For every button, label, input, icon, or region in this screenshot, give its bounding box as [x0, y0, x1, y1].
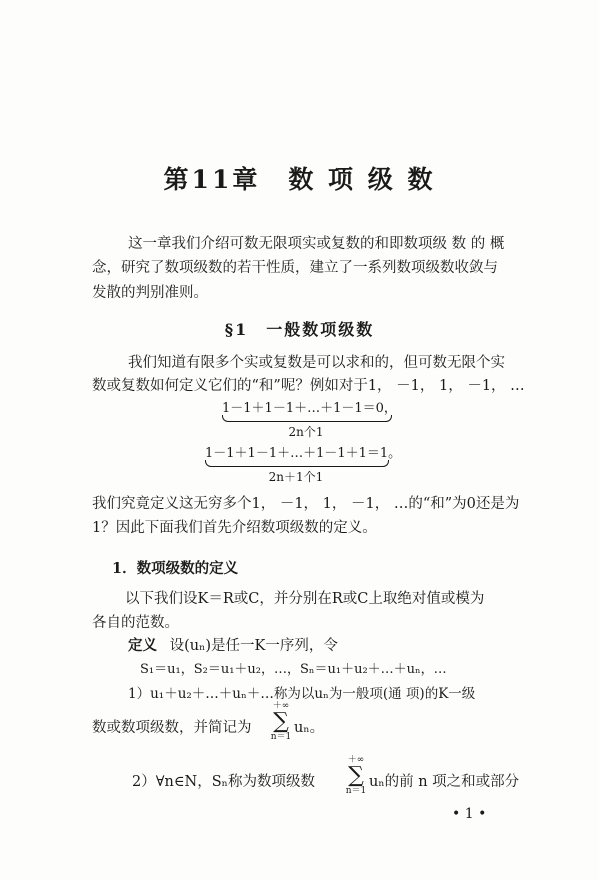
equation-2: 1－1＋1－1＋…＋1－1＋1＝1。 — [205, 446, 402, 461]
intro-line-1: 这一章我们介绍可数无限项实或复数的和即数项级 数 的 概 — [128, 236, 505, 252]
para1-line-1: 我们知道有限多个实或复数是可以求和的，但可数无限个实 — [128, 355, 505, 371]
definition-item-2-suffix: uₙ的前 n 项之和或部分 — [369, 774, 520, 790]
equation-1: 1－1＋1－1＋…＋1－1＝0， — [222, 401, 397, 416]
sum-lower-1: n＝1 — [270, 732, 292, 742]
sum-lower-2: n＝1 — [345, 786, 367, 796]
definition-item-2-prefix: 2）∀n∈N，Sₙ称为数项级数 — [132, 774, 315, 790]
sum-symbol-2 — [345, 756, 367, 796]
intro-line-2: 念，研究了数项级数的若干性质，建立了一系列数项级数收敛与 — [92, 260, 498, 276]
para3-line-2: 各自的范数。 — [92, 615, 179, 631]
partial-sums: S₁＝u₁，S₂＝u₁＋u₂，…，Sₙ＝u₁＋u₂＋…＋uₙ，… — [140, 662, 447, 677]
definition-label: 定义 — [128, 637, 157, 654]
page-number: • 1 • — [452, 806, 487, 822]
definition-item-1b-suffix: uₙ。 — [294, 720, 325, 736]
definition-text: 设(uₙ)是任一K一序列，令 — [169, 638, 338, 654]
para2-line-1: 我们究竟定义这无穷多个1， －1， 1， －1， …的“和”为0还是为 — [92, 496, 520, 512]
sum-symbol-1 — [270, 702, 292, 742]
subsection-title: 1．数项级数的定义 — [112, 560, 239, 577]
intro-line-3: 发散的判别准则。 — [92, 285, 208, 301]
sigma-icon: ∑ — [273, 709, 289, 734]
definition-item-1b-prefix: 数或数项级数，并简记为 — [92, 720, 252, 736]
definition-item-1a: 1）u₁＋u₂＋…＋uₙ＋…称为以uₙ为一般项(通 项)的K一级 — [128, 686, 476, 702]
underbrace-1-label: 2n个1 — [288, 425, 324, 439]
section-title: §1 一般数项级数 — [224, 320, 375, 339]
para2-line-2: 1？因此下面我们首先介绍数项级数的定义。 — [92, 520, 377, 536]
sum-upper-2: ＋∞ — [347, 755, 365, 765]
sum-upper-1: ＋∞ — [272, 701, 290, 711]
underbrace-2-label: 2n＋1个1 — [268, 470, 324, 484]
definition-item-1b — [92, 716, 252, 737]
underbrace-1 — [222, 415, 392, 422]
sigma-icon: ∑ — [348, 763, 364, 788]
chapter-title: 第11章 数 项 级 数 — [163, 165, 436, 194]
underbrace-2 — [205, 460, 389, 467]
para1-line-2: 数或复数如何定义它们的“和”呢？例如对于1， －1， 1， －1， … — [92, 378, 525, 394]
para3-line-1: 以下我们设K＝R或C，并分别在R或C上取绝对值或模为 — [125, 591, 485, 607]
